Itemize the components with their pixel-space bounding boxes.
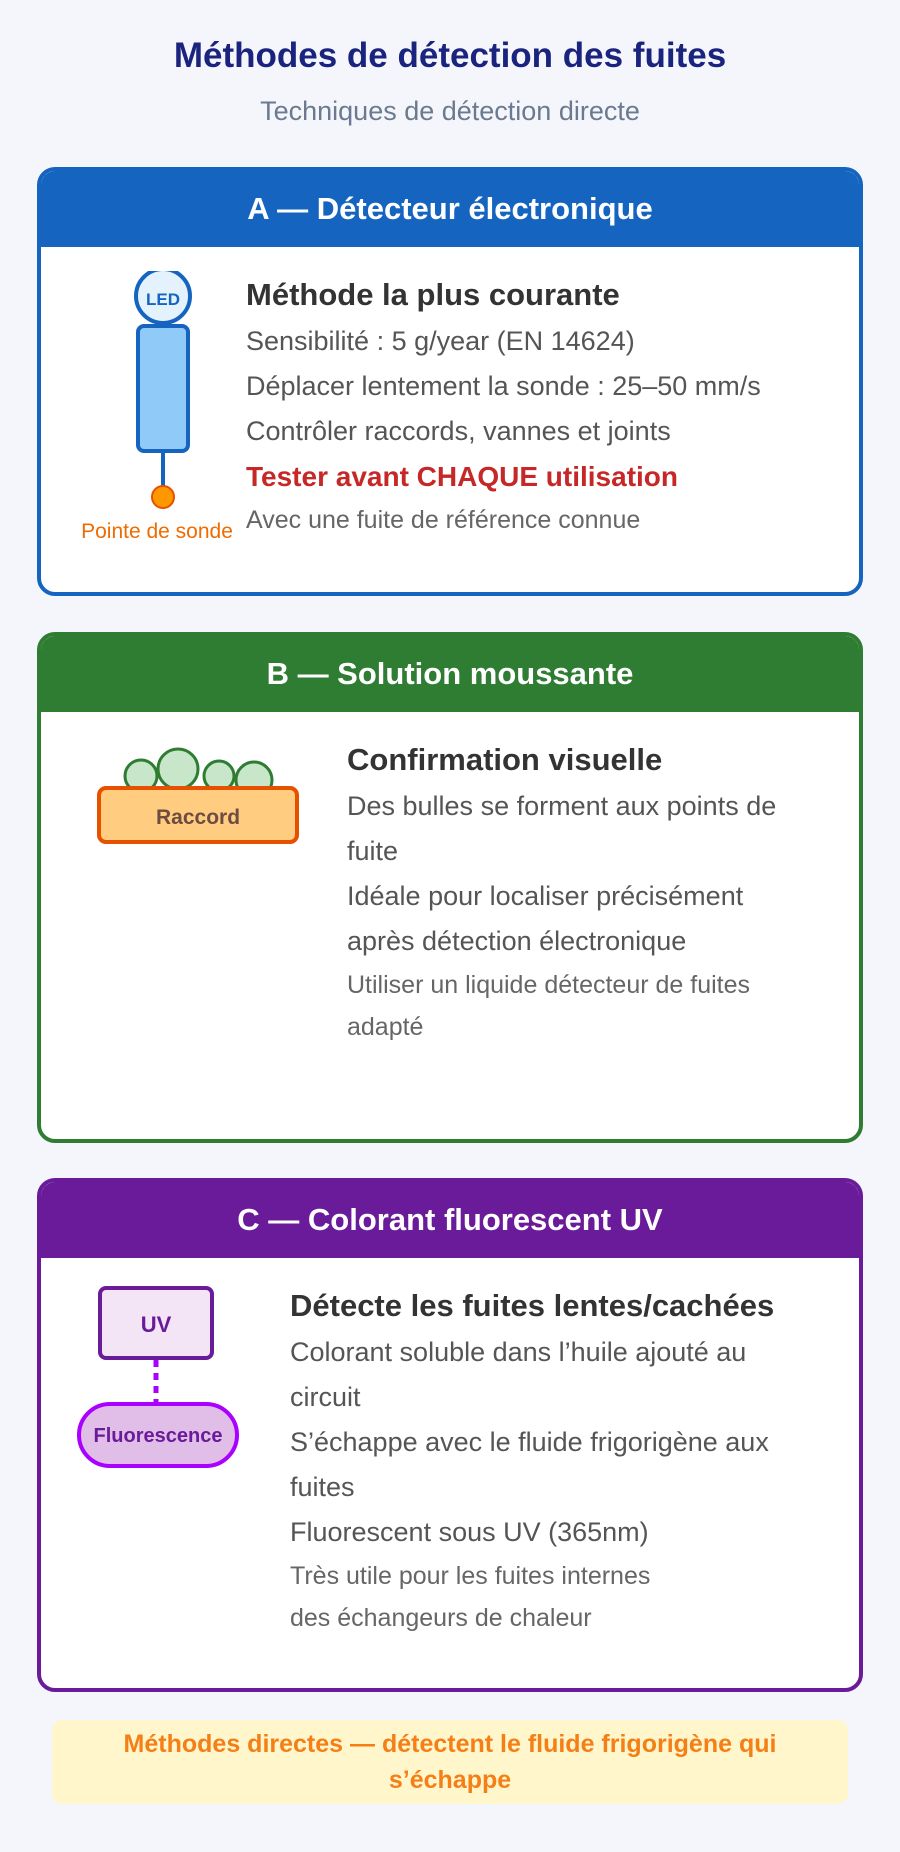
card-b-lead: Confirmation visuelle (347, 742, 663, 777)
card-c-note: des échangeurs de chaleur (290, 1604, 592, 1632)
fluorescence-label: Fluorescence (93, 1425, 223, 1447)
card-c-heading: C — Colorant fluorescent UV (41, 1182, 859, 1258)
card-b-note: adapté (347, 1013, 424, 1041)
probe-tip (152, 486, 174, 508)
uv-dye-illustration (77, 1284, 257, 1484)
fitting-label: Raccord (155, 806, 241, 829)
card-c-line: Fluorescent sous UV (365nm) (290, 1517, 649, 1547)
card-electronic-detector (37, 167, 863, 596)
footer-text: Méthodes directes — détectent le fluide frigorigène qui s’échappe (123, 1730, 777, 1794)
card-b-line: Des bulles se forment aux points de (347, 791, 777, 821)
page-subtitle: Techniques de détection directe (260, 96, 640, 126)
card-b-note: Utiliser un liquide détecteur de fuites (347, 971, 751, 999)
footer-note (52, 1720, 848, 1804)
card-b-content (347, 736, 847, 1048)
card-uv-dye (37, 1178, 863, 1692)
card-c-line: S’échappe avec le fluide frigorigène aux (290, 1427, 769, 1457)
card-a-content (246, 271, 846, 540)
card-b-line: après détection électronique (347, 926, 687, 956)
card-c-line: circuit (290, 1382, 361, 1412)
bubble (158, 749, 198, 789)
card-a-heading: A — Détecteur électronique (41, 171, 859, 247)
card-b-line: Idéale pour localiser précisément (347, 881, 744, 911)
card-a-line: Sensibilité : 5 g/year (EN 14624) (246, 326, 635, 356)
card-a-lead: Méthode la plus courante (246, 277, 620, 312)
card-b-line: fuite (347, 836, 399, 866)
card-b-heading: B — Solution moussante (41, 636, 859, 712)
card-a-line: Déplacer lentement la sonde : 25–50 mm/s (246, 371, 761, 401)
card-a-warning: Tester avant CHAQUE utilisation (246, 461, 679, 492)
led-label: LED (146, 290, 180, 309)
card-c-line: fuites (290, 1472, 355, 1502)
foaming-solution-illustration (91, 736, 301, 856)
card-foaming-solution (37, 632, 863, 1143)
card-c-content (290, 1282, 850, 1639)
card-c-lead: Détecte les fuites lentes/cachées (290, 1288, 775, 1323)
page-title: Méthodes de détection des fuites (173, 36, 727, 75)
card-a-line: Contrôler raccords, vannes et joints (246, 416, 671, 446)
card-c-line: Colorant soluble dans l’huile ajouté au (290, 1337, 747, 1367)
card-c-note: Très utile pour les fuites internes (290, 1562, 651, 1590)
uv-label: UV (140, 1312, 172, 1337)
card-a-note: Avec une fuite de référence connue (246, 506, 641, 534)
electronic-detector-illustration (61, 271, 241, 511)
detector-body (138, 326, 188, 451)
probe-tip-label: Pointe de sonde (81, 520, 233, 543)
